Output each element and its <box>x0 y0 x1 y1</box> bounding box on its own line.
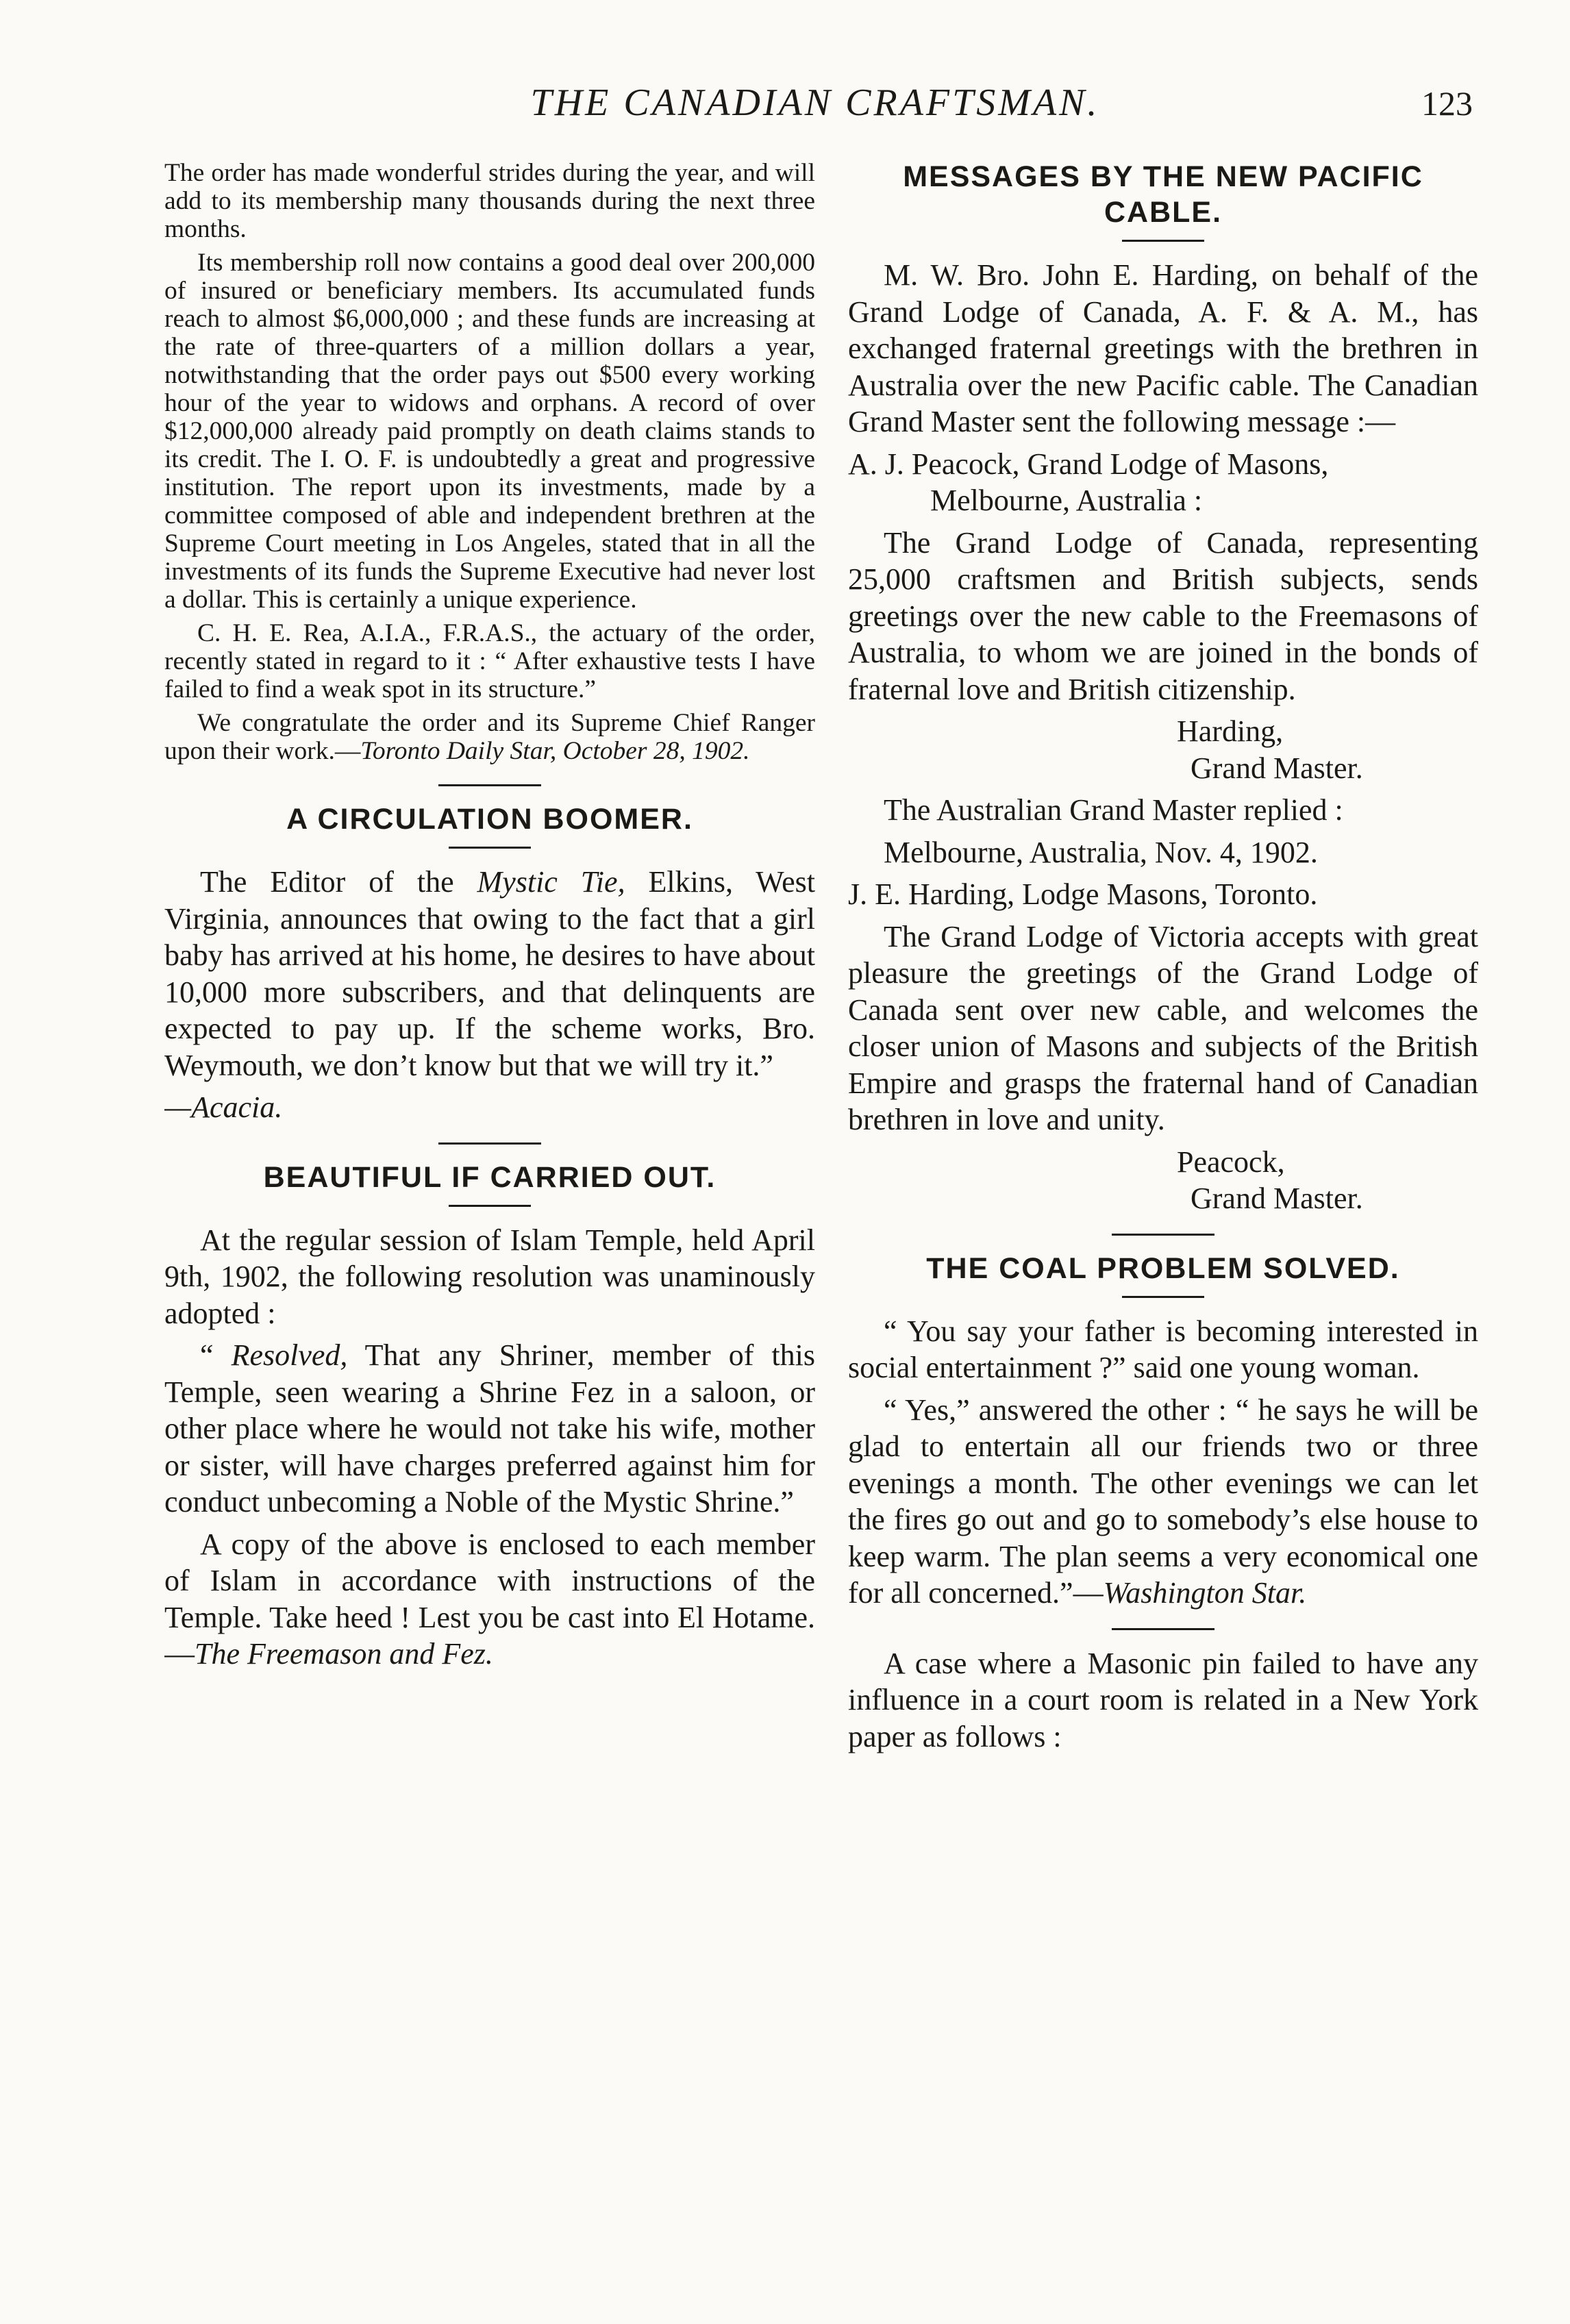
address-line: A. J. Peacock, Grand Lodge of Masons, <box>848 447 1329 481</box>
cable-article <box>848 257 1478 1217</box>
heading-rule <box>1122 240 1204 242</box>
running-title: THE CANADIAN CRAFTSMAN. <box>530 82 1100 124</box>
paragraph-text: Elkins, West Virginia, announces that owing to the fact that a girl baby has arrived at his home, he desires to have about 10,000 more subscribers, and that delinquents are expected to pay up. If the scheme works, Bro. Weymouth, we don’t know but that we will try it.” <box>164 865 815 1082</box>
article-paragraph: The Grand Lodge of Canada, representing 25,000 craftsmen and British subjects, sends greetings over the new cable to the Freemasons of Australia, to whom we are joined in the bonds of fraternal love and British citizenship. <box>848 525 1478 706</box>
article-paragraph: The Grand Lodge of Victoria accepts with great pleasure the greetings of the Grand Lodge of Canada sent over new cable, and welcomes the closer union of Masons and subjects of the British Empire and grasps the fraternal hand of Canadian brethren in love and unity. <box>848 919 1478 1136</box>
right-column <box>848 159 1478 2282</box>
resolved-word: Resolved, <box>231 1338 348 1372</box>
address-line: J. E. Harding, Lodge Masons, Toronto. <box>848 877 1318 911</box>
heading-rule <box>449 1205 531 1207</box>
article-paragraph: A case where a Masonic pin failed to have any influence in a court room is related in a New York paper as follows : <box>848 1646 1478 1753</box>
heading-rule <box>449 847 531 849</box>
source-citation: Washington Star. <box>1103 1576 1307 1610</box>
left-column <box>164 159 815 2282</box>
dateline: Melbourne, Australia, Nov. 4, 1902. <box>884 835 1318 869</box>
source-citation: Toronto Daily Star, October 28, 1902. <box>360 737 750 765</box>
section-divider <box>1112 1234 1214 1236</box>
publication-name: Mystic Tie, <box>477 865 625 899</box>
signature-name: Harding, <box>1177 714 1284 748</box>
page-number: 123 <box>1421 84 1473 123</box>
article-paragraph: The Australian Grand Master replied : <box>884 793 1343 827</box>
article-paragraph <box>848 1392 1478 1612</box>
masonic-pin-article <box>848 1645 1478 1756</box>
article-paragraph: The order has made wonderful strides during the year, and will add to its membership many thousands during the next three months. <box>164 159 815 243</box>
heading-pacific-cable: MESSAGES BY THE NEW PACIFIC CABLE. <box>903 160 1423 229</box>
article-paragraph <box>164 864 815 1084</box>
section-divider <box>438 1142 541 1145</box>
source-citation: —Acacia. <box>164 1090 283 1124</box>
coal-article <box>848 1313 1478 1612</box>
heading-beautiful-if-carried-out: BEAUTIFUL IF CARRIED OUT. <box>263 1160 717 1194</box>
article-paragraph: C. H. E. Rea, A.I.A., F.R.A.S., the actuary of the order, recently stated in regard to it : “ After exhaustive tests I have failed to find a weak spot in its structure.” <box>164 619 815 703</box>
paragraph-text: We congratulate the order and its Supreme Chief Ranger upon their work.— <box>164 709 815 765</box>
paragraph-text: That any Shriner, member of this Temple, seen wearing a Shrine Fez in a saloon, or other place where he would not take his wife, mother or sister, will have charges preferred against him for conduct unbecoming a Noble of the Mystic Shrine.” <box>164 1338 815 1519</box>
circulation-article <box>164 864 815 1126</box>
article-paragraph: M. W. Bro. John E. Harding, on behalf of the Grand Lodge of Canada, A. F. & A. M., has exchanged fraternal greetings with the brethren in Australia over the new Pacific cable. The Canadian Grand Master sent the following message :— <box>848 258 1478 438</box>
signature-name: Peacock, <box>1177 1145 1285 1179</box>
section-divider <box>1112 1628 1214 1630</box>
article-paragraph <box>164 1526 815 1673</box>
signature-title: Grand Master. <box>1191 751 1363 785</box>
ioof-article <box>164 159 815 765</box>
section-divider <box>438 784 541 786</box>
article-paragraph: At the regular session of Islam Temple, held April 9th, 1902, the following resolution was unaminously adopted : <box>164 1223 815 1330</box>
article-paragraph: “ You say your father is becoming interested in social entertainment ?” said one young woman. <box>848 1314 1478 1384</box>
article-paragraph: Its membership roll now contains a good deal over 200,000 of insured or beneficiary members. Its accumulated funds reach to almost $6,000,000 ; and these funds are increasing at the rate of three-quarters of a million dollars a year, notwithstanding that the order pays out $500 every working hour of the year to widows and orphans. A record of over $12,000,000 already paid promptly on death claims stands to its credit. The I. O. F. is undoubtedly a great and progressive institution. The report upon its investments, made by a committee composed of able and independent brethren at the Supreme Court meeting in Los Angeles, stated that in all the investments of its funds the Supreme Executive had never lost a dollar. This is certainly a unique experience. <box>164 249 815 614</box>
address-line: Melbourne, Australia : <box>930 484 1203 517</box>
resolution-paragraph <box>164 1337 815 1521</box>
paragraph-text: The Editor of the <box>200 865 477 899</box>
paragraph-text: “ <box>200 1338 232 1372</box>
beautiful-article <box>164 1222 815 1673</box>
heading-circulation-boomer: A CIRCULATION BOOMER. <box>286 803 693 836</box>
paragraph-text: A copy of the above is enclosed to each member of Islam in accordance with instructions of the Temple. Take heed ! Lest you be cast into El Hotame.— <box>164 1527 815 1671</box>
signature-title: Grand Master. <box>1191 1182 1363 1215</box>
source-citation: The Freemason and Fez. <box>195 1637 493 1671</box>
page-header <box>158 81 1473 142</box>
heading-rule <box>1122 1296 1204 1298</box>
paragraph-text: “ Yes,” answered the other : “ he says he will be glad to entertain all our friends two or three evenings a month. The other evenings we can let the fires go out and go to somebody’s else house to keep warm. The plan seems a very economical one for all concerned.”— <box>848 1392 1478 1610</box>
article-paragraph <box>164 709 815 765</box>
heading-coal-problem: THE COAL PROBLEM SOLVED. <box>926 1251 1400 1285</box>
